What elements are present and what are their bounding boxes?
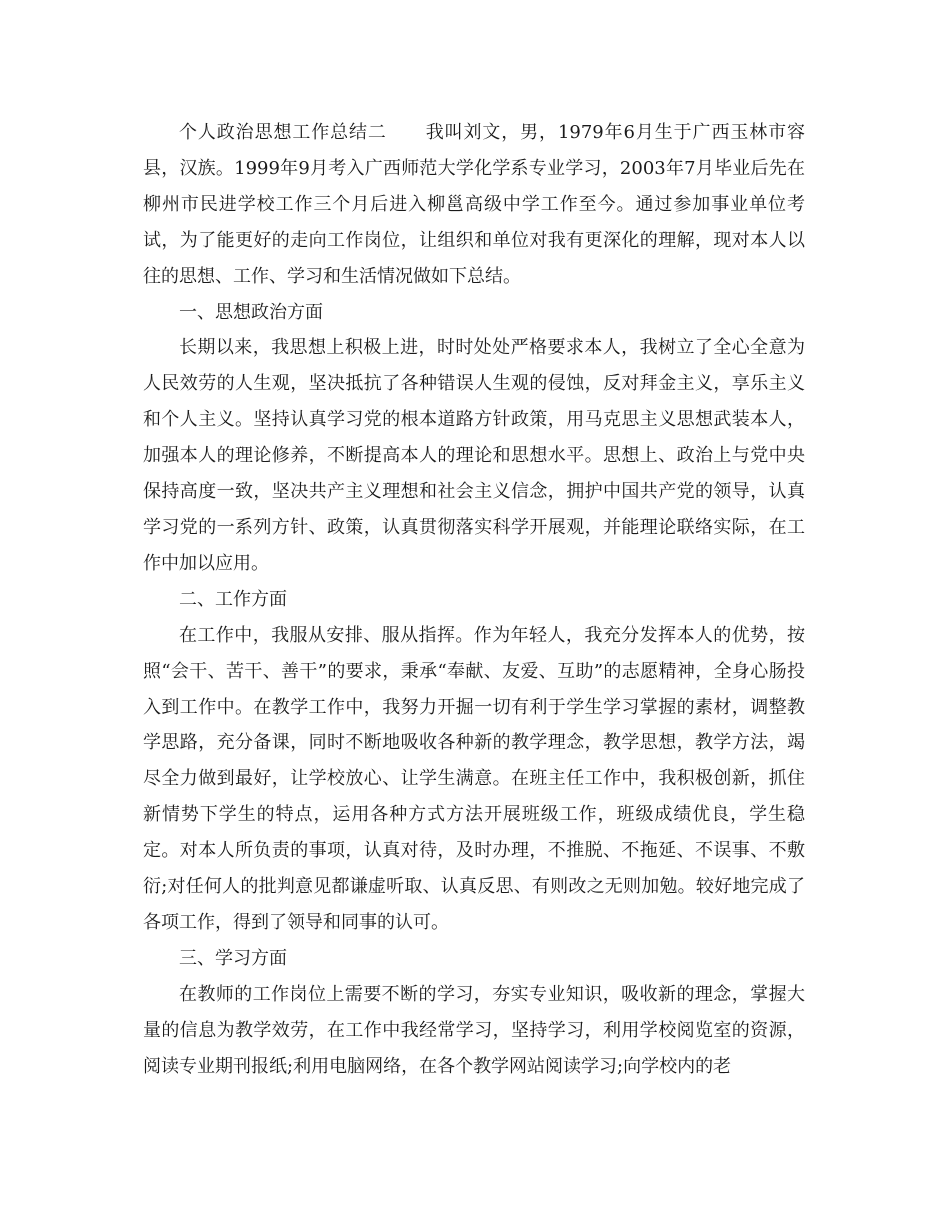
document-title: 个人政治思想工作总结二 xyxy=(179,122,387,143)
intro-text: 我叫刘文，男，1979年6月生于广西玉林市容县，汉族。1999年9月考入广西师范大学化学系专业学习，2003年7月毕业后先在柳州市民进学校工作三个月后进入柳邕高级中学工作至今。通过参加事业单位考试，为了能更好的走向工作岗位，让组织和单位对我有更深化的理解，现对本人以往的思想、工作、学习和生活情况做如下总结。 xyxy=(143,122,806,287)
section-heading-work: 二、工作方面 xyxy=(179,588,287,610)
section-body-study: 在教师的工作岗位上需要不断的学习，夯实专业知识，吸收新的理念，掌握大量的信息为教学效劳，在工作中我经常学习，坚持学习，利用学校阅览室的资源，阅读专业期刊报纸;利用电脑网络，在各个教学网站阅读学习;向学校内的老 xyxy=(143,983,805,1077)
document-body xyxy=(143,115,805,1084)
section-heading-study: 三、学习方面 xyxy=(179,947,287,969)
intro-paragraph xyxy=(143,115,805,295)
section-body-work: 在工作中，我服从安排、服从指挥。作为年轻人，我充分发挥本人的优势，按照“会干、苦干、善干”的要求，秉承“奉献、友爱、互助”的志愿精神，全身心肠投入到工作中。在教学工作中，我努力开掘一切有利于学生学习掌握的素材，调整教学思路，充分备课，同时不断地吸收各种新的教学理念，教学思想，教学方法，竭尽全力做到最好，让学校放心、让学生满意。在班主任工作中，我积极创新，抓住新情势下学生的特点，运用各种方式方法开展班级工作，班级成绩优良，学生稳定。对本人所负责的事项，认真对待，及时办理，不推脱、不拖延、不误事、不敷衍;对任何人的批判意见都谦虚听取、认真反思、有则改之无则加勉。较好地完成了各项工作，得到了领导和同事的认可。 xyxy=(143,624,805,933)
section-heading-politics: 一、思想政治方面 xyxy=(179,301,323,323)
section-body-politics: 长期以来，我思想上积极上进，时时处处严格要求本人，我树立了全心全意为人民效劳的人生观，坚决抵抗了各种错误人生观的侵蚀，反对拜金主义，享乐主义和个人主义。坚持认真学习党的根本道路方针政策，用马克思主义思想武装本人，加强本人的理论修养，不断提高本人的理论和思想水平。思想上、政治上与党中央保持高度一致，坚决共产主义理想和社会主义信念，拥护中国共产党的领导，认真学习党的一系列方针、政策，认真贯彻落实科学开展观，并能理论联络实际，在工作中加以应用。 xyxy=(143,337,805,574)
